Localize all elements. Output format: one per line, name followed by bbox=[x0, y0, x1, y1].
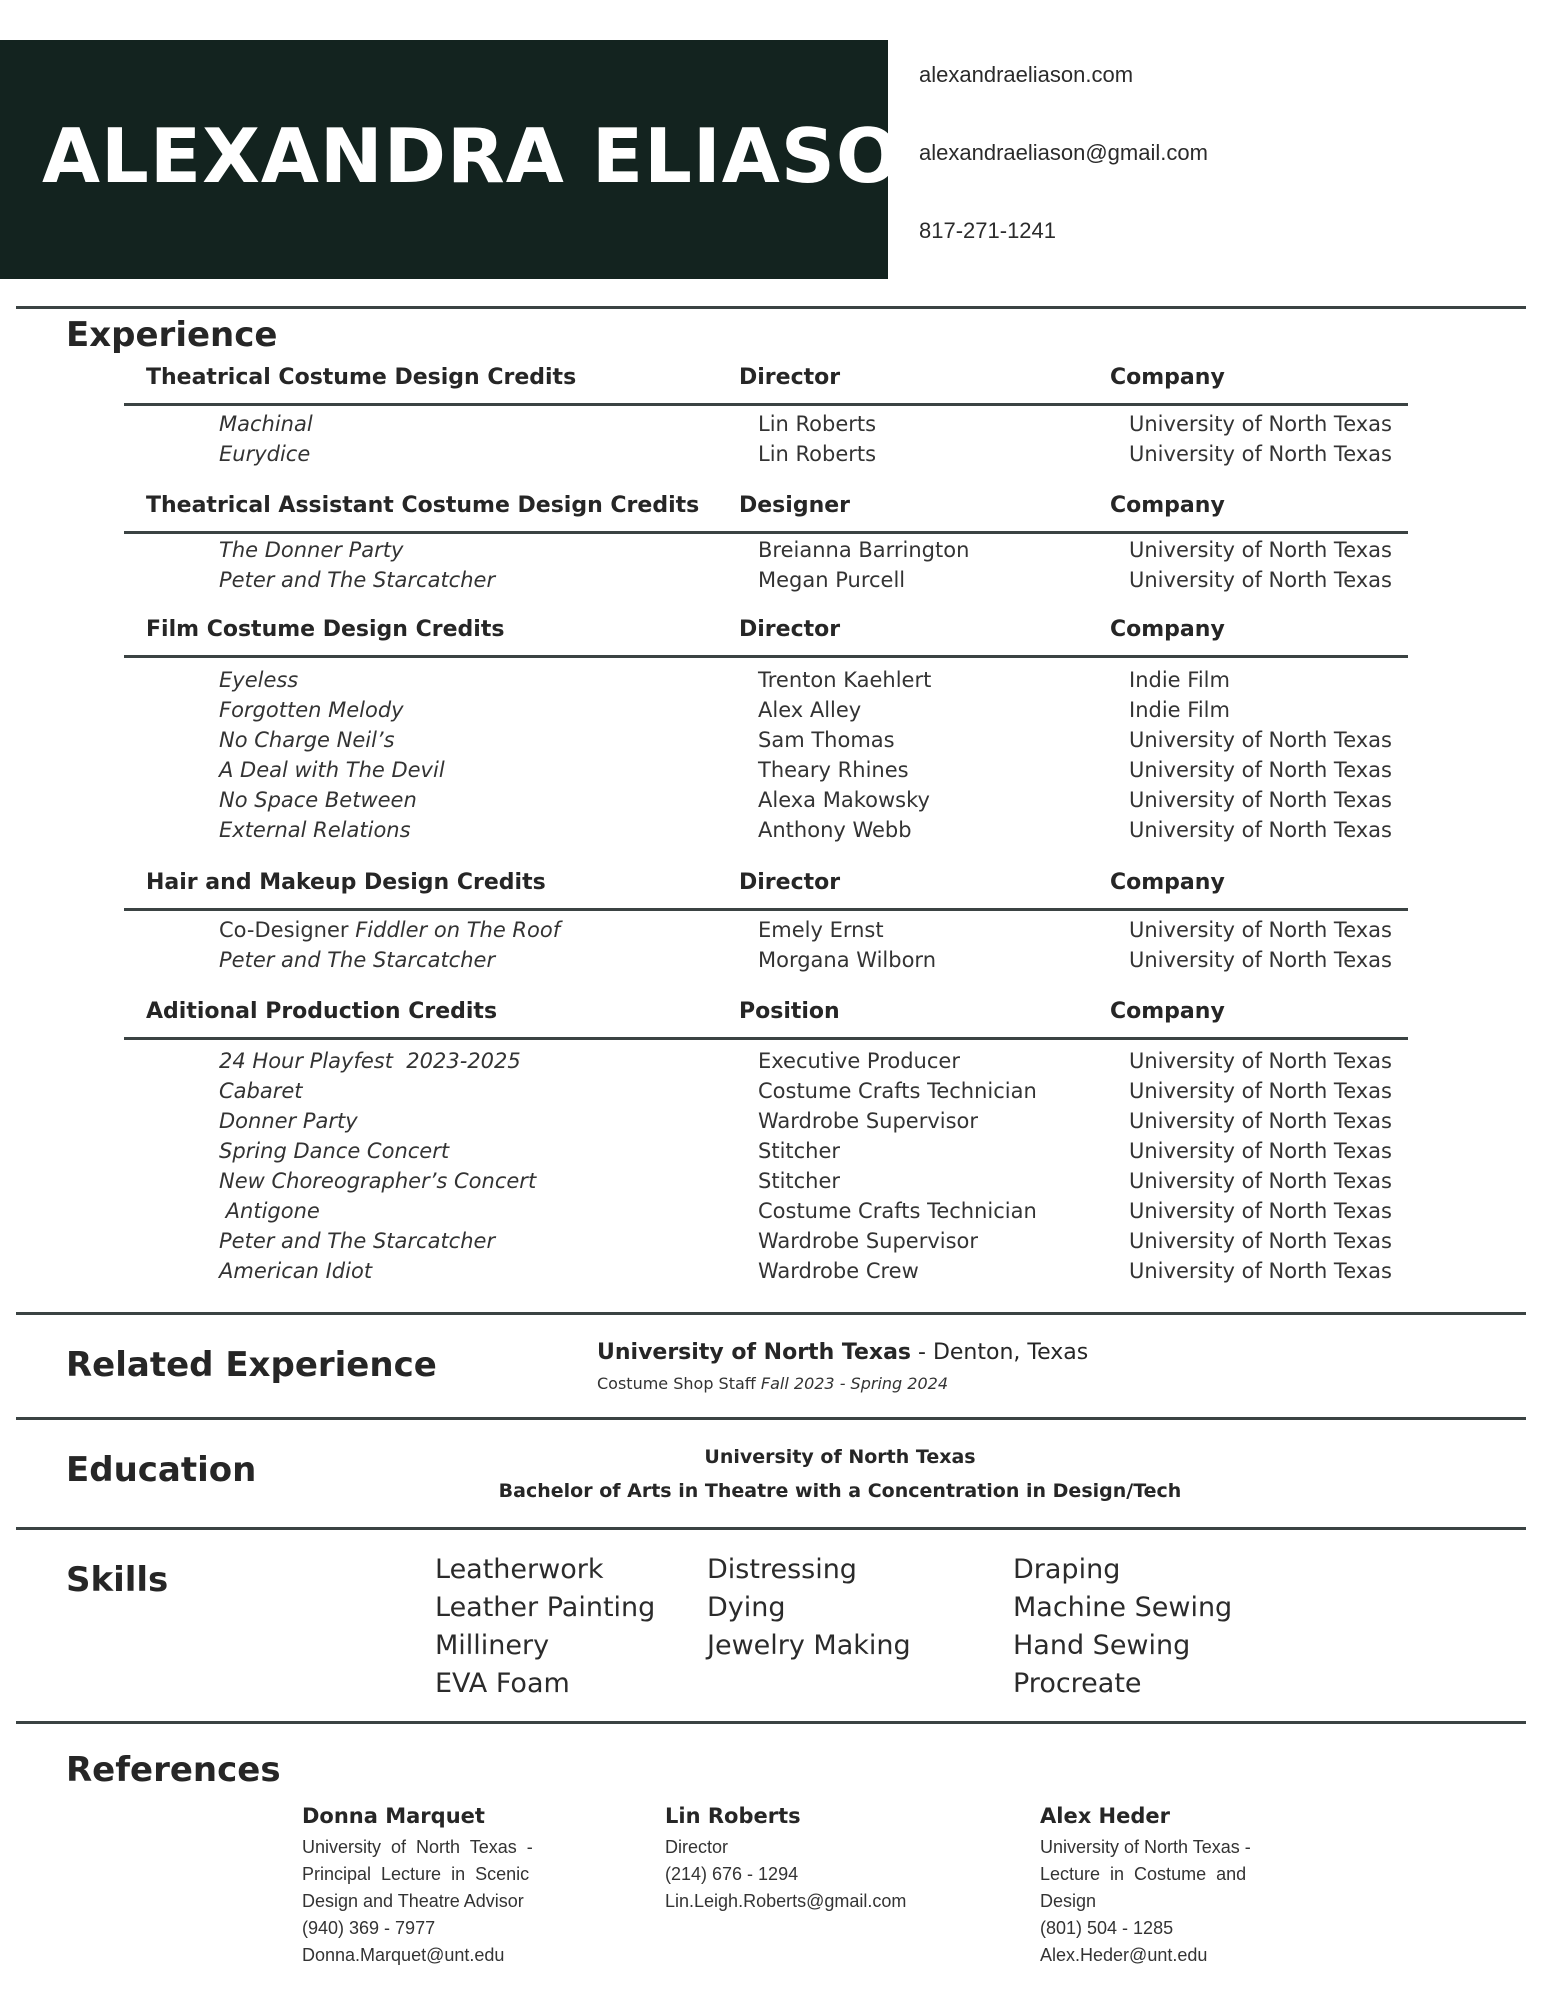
reference-name: Donna Marquet bbox=[302, 1804, 485, 1828]
skill-item: Machine Sewing bbox=[1013, 1592, 1233, 1623]
credit-person: Costume Crafts Technician bbox=[758, 1199, 1037, 1223]
credit-company: University of North Texas bbox=[1129, 442, 1392, 466]
credit-title bbox=[219, 568, 495, 592]
credit-production: Cabaret bbox=[219, 1079, 303, 1103]
credit-production: No Space Between bbox=[219, 788, 417, 812]
credit-person: Executive Producer bbox=[758, 1049, 960, 1073]
credit-title bbox=[219, 1109, 358, 1133]
credit-production: Peter and The Starcatcher bbox=[219, 568, 496, 592]
related-org: University of North Texas bbox=[597, 1340, 912, 1365]
reference-detail: (214) 676 - 1294 bbox=[665, 1864, 799, 1884]
credit-title bbox=[219, 668, 298, 692]
skill-item: Millinery bbox=[435, 1630, 550, 1661]
reference-detail: Lecture in Costume and bbox=[1040, 1864, 1247, 1884]
credit-company: University of North Texas bbox=[1129, 1259, 1392, 1283]
credit-production: No Charge Neil’s bbox=[219, 728, 395, 752]
column-heading: Director bbox=[739, 870, 841, 895]
credit-row bbox=[0, 1109, 1545, 1139]
education-school: University of North Texas bbox=[704, 1446, 976, 1468]
credit-row bbox=[0, 442, 1545, 472]
credit-company: University of North Texas bbox=[1129, 538, 1392, 562]
related-location: - Denton, Texas bbox=[911, 1340, 1089, 1365]
reference-email[interactable]: Lin.Leigh.Roberts@gmail.com bbox=[665, 1891, 907, 1911]
skill-item: Procreate bbox=[1013, 1668, 1142, 1699]
column-heading: Director bbox=[739, 617, 841, 642]
section-title-education: Education bbox=[66, 1450, 257, 1490]
category-heading: Theatrical Costume Design Credits bbox=[146, 365, 577, 390]
column-heading: Designer bbox=[739, 493, 850, 518]
credit-person: Wardrobe Supervisor bbox=[758, 1229, 979, 1253]
credit-company: University of North Texas bbox=[1129, 918, 1392, 942]
credit-title bbox=[219, 788, 417, 812]
credit-person: Sam Thomas bbox=[758, 728, 895, 752]
credit-company: University of North Texas bbox=[1129, 412, 1392, 436]
credit-row bbox=[0, 818, 1545, 848]
website-link[interactable]: alexandraeliason.com bbox=[919, 62, 1134, 87]
credit-person: Lin Roberts bbox=[758, 412, 877, 436]
credit-row bbox=[0, 698, 1545, 728]
reference-email[interactable]: Donna.Marquet@unt.edu bbox=[302, 1945, 505, 1965]
education-degree: Bachelor of Arts in Theatre with a Concentration in Design/Tech bbox=[498, 1480, 1182, 1502]
divider bbox=[16, 1721, 1526, 1724]
skill-item: Leather Painting bbox=[435, 1592, 656, 1623]
credit-production: Fiddler on The Roof bbox=[355, 918, 561, 942]
credit-person: Anthony Webb bbox=[758, 818, 912, 842]
credit-row bbox=[0, 788, 1545, 818]
skill-item: EVA Foam bbox=[435, 1668, 570, 1699]
credit-company: University of North Texas bbox=[1129, 818, 1392, 842]
section-title-skills: Skills bbox=[66, 1560, 169, 1600]
column-heading: Position bbox=[739, 999, 840, 1024]
skill-item: Leatherwork bbox=[435, 1554, 604, 1585]
credit-company: University of North Texas bbox=[1129, 948, 1392, 972]
credit-person: Lin Roberts bbox=[758, 442, 877, 466]
credit-row bbox=[0, 412, 1545, 442]
credit-row bbox=[0, 918, 1545, 948]
category-divider bbox=[124, 531, 1408, 534]
credit-production: The Donner Party bbox=[219, 538, 404, 562]
column-heading: Company bbox=[1110, 617, 1225, 642]
credit-row bbox=[0, 948, 1545, 978]
credit-person: Morgana Wilborn bbox=[758, 948, 937, 972]
credit-title bbox=[219, 412, 313, 436]
category-divider bbox=[124, 1037, 1408, 1040]
skill-item: Distressing bbox=[707, 1554, 857, 1585]
credit-company: University of North Texas bbox=[1129, 788, 1392, 812]
divider bbox=[16, 306, 1526, 309]
credit-person: Alex Alley bbox=[758, 698, 862, 722]
credit-company: University of North Texas bbox=[1129, 1199, 1392, 1223]
credit-person: Stitcher bbox=[758, 1169, 841, 1193]
credit-company: University of North Texas bbox=[1129, 1229, 1392, 1253]
credit-person: Emely Ernst bbox=[758, 918, 884, 942]
email-link[interactable]: alexandraeliason@gmail.com bbox=[919, 140, 1208, 165]
credit-production: American Idiot bbox=[219, 1259, 373, 1283]
credit-company: University of North Texas bbox=[1129, 568, 1392, 592]
reference-detail: Design and Theatre Advisor bbox=[302, 1891, 524, 1911]
credit-row bbox=[0, 1139, 1545, 1169]
candidate-name: ALEXANDRA ELIASON bbox=[42, 112, 965, 200]
column-heading: Company bbox=[1110, 365, 1225, 390]
related-role: Costume Shop Staff bbox=[597, 1374, 761, 1393]
credit-production: Eyeless bbox=[219, 668, 299, 692]
credit-person: Megan Purcell bbox=[758, 568, 906, 592]
credit-production: External Relations bbox=[219, 818, 411, 842]
credit-row bbox=[0, 1049, 1545, 1079]
skill-item: Hand Sewing bbox=[1013, 1630, 1191, 1661]
credit-title bbox=[219, 1049, 521, 1073]
credit-title bbox=[219, 1169, 536, 1193]
credit-row bbox=[0, 568, 1545, 598]
category-heading: Film Costume Design Credits bbox=[146, 617, 505, 642]
credit-company: University of North Texas bbox=[1129, 758, 1392, 782]
column-heading: Company bbox=[1110, 870, 1225, 895]
column-heading: Director bbox=[739, 365, 841, 390]
credit-company: University of North Texas bbox=[1129, 1139, 1392, 1163]
phone-number: 817-271-1241 bbox=[919, 218, 1057, 243]
column-heading: Company bbox=[1110, 493, 1225, 518]
category-heading: Theatrical Assistant Costume Design Credits bbox=[146, 493, 700, 518]
reference-detail: Design bbox=[1040, 1891, 1097, 1911]
credit-person: Theary Rhines bbox=[758, 758, 909, 782]
related-dates: Fall 2023 - Spring 2024 bbox=[760, 1374, 948, 1393]
credit-title bbox=[219, 1199, 320, 1223]
reference-detail: (940) 369 - 7977 bbox=[302, 1918, 436, 1938]
credit-row bbox=[0, 1169, 1545, 1199]
reference-detail: (801) 504 - 1285 bbox=[1040, 1918, 1174, 1938]
credit-title bbox=[219, 728, 395, 752]
credit-person: Wardrobe Crew bbox=[758, 1259, 919, 1283]
credit-production: Antigone bbox=[219, 1199, 320, 1223]
section-title-experience: Experience bbox=[66, 315, 278, 355]
credit-person: Alexa Makowsky bbox=[758, 788, 930, 812]
category-divider bbox=[124, 655, 1408, 658]
credit-title bbox=[219, 1139, 449, 1163]
credit-company: Indie Film bbox=[1129, 698, 1230, 722]
credit-production: Peter and The Starcatcher bbox=[219, 1229, 496, 1253]
credit-person: Wardrobe Supervisor bbox=[758, 1109, 979, 1133]
reference-detail: Director bbox=[665, 1837, 729, 1857]
credit-prefix: Co-Designer bbox=[219, 918, 356, 942]
category-divider bbox=[124, 908, 1408, 911]
reference-detail: University of North Texas - bbox=[1040, 1837, 1251, 1857]
credit-row bbox=[0, 668, 1545, 698]
credit-row bbox=[0, 758, 1545, 788]
credit-person: Trenton Kaehlert bbox=[758, 668, 932, 692]
related-employer bbox=[597, 1340, 1088, 1365]
credit-production: New Choreographer’s Concert bbox=[219, 1169, 537, 1193]
credit-row bbox=[0, 1259, 1545, 1289]
credit-title bbox=[219, 758, 445, 782]
credit-row bbox=[0, 1079, 1545, 1109]
reference-detail: University of North Texas - bbox=[302, 1837, 533, 1857]
credit-person: Stitcher bbox=[758, 1139, 841, 1163]
credit-row bbox=[0, 1199, 1545, 1229]
skill-item: Draping bbox=[1013, 1554, 1121, 1585]
reference-detail: Principal Lecture in Scenic bbox=[302, 1864, 530, 1884]
reference-email[interactable]: Alex.Heder@unt.edu bbox=[1040, 1945, 1208, 1965]
credit-title bbox=[219, 1259, 372, 1283]
category-heading: Hair and Makeup Design Credits bbox=[146, 870, 546, 895]
category-heading: Aditional Production Credits bbox=[146, 999, 498, 1024]
category-divider bbox=[124, 403, 1408, 406]
credit-production: Peter and The Starcatcher bbox=[219, 948, 496, 972]
column-heading: Company bbox=[1110, 999, 1225, 1024]
credit-company: University of North Texas bbox=[1129, 1049, 1392, 1073]
credit-title bbox=[219, 818, 411, 842]
section-title-related-experience: Related Experience bbox=[66, 1345, 437, 1385]
credit-title bbox=[219, 1079, 303, 1103]
credit-company: University of North Texas bbox=[1129, 1109, 1392, 1133]
credit-title bbox=[219, 918, 560, 942]
credit-production: Eurydice bbox=[219, 442, 311, 466]
reference-name: Lin Roberts bbox=[665, 1804, 801, 1828]
divider bbox=[16, 1312, 1526, 1315]
credit-title bbox=[219, 948, 495, 972]
credit-company: Indie Film bbox=[1129, 668, 1230, 692]
credit-production: Machinal bbox=[219, 412, 313, 436]
skill-item: Jewelry Making bbox=[707, 1630, 911, 1661]
divider bbox=[16, 1527, 1526, 1530]
credit-title bbox=[219, 538, 403, 562]
related-role-line bbox=[597, 1374, 948, 1393]
credit-title bbox=[219, 1229, 495, 1253]
credit-company: University of North Texas bbox=[1129, 1079, 1392, 1103]
credit-company: University of North Texas bbox=[1129, 1169, 1392, 1193]
credit-title bbox=[219, 442, 310, 466]
credit-production: A Deal with The Devil bbox=[219, 758, 445, 782]
credit-row bbox=[0, 538, 1545, 568]
credit-row bbox=[0, 1229, 1545, 1259]
reference-name: Alex Heder bbox=[1040, 1804, 1170, 1828]
credit-title bbox=[219, 698, 404, 722]
credit-row bbox=[0, 728, 1545, 758]
credit-production: 24 Hour Playfest 2023-2025 bbox=[219, 1049, 521, 1073]
credit-production: Spring Dance Concert bbox=[219, 1139, 450, 1163]
skill-item: Dying bbox=[707, 1592, 786, 1623]
section-title-references: References bbox=[66, 1750, 281, 1790]
credit-company: University of North Texas bbox=[1129, 728, 1392, 752]
credit-production: Donner Party bbox=[219, 1109, 358, 1133]
credit-person: Breianna Barrington bbox=[758, 538, 970, 562]
credit-production: Forgotten Melody bbox=[219, 698, 404, 722]
divider bbox=[16, 1417, 1526, 1420]
credit-person: Costume Crafts Technician bbox=[758, 1079, 1037, 1103]
